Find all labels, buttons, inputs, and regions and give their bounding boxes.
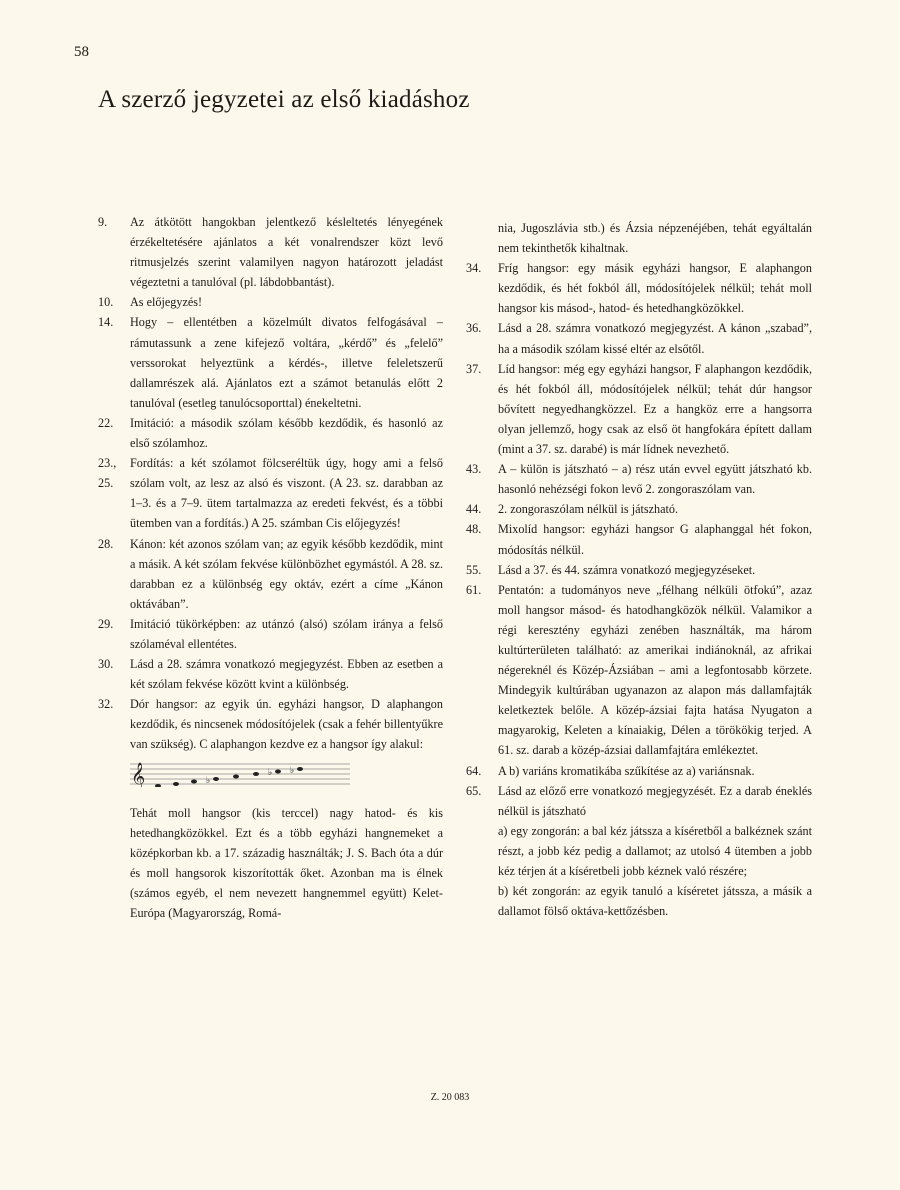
note-number: 64. <box>466 763 482 778</box>
left-column <box>98 212 443 923</box>
note-continuation: nia, Jugoszlávia stb.) és Ázsia népzenéjében, tehát egyáltalán nem tekinthetők kihaltnak. <box>498 221 812 256</box>
treble-clef-icon: 𝄞 <box>131 761 146 787</box>
note-text: Kánon: két azonos szólam van; az egyik később kezdődik, mint a másik. A két szólam fekvése különbözhet egymástól. A 28. sz. darabban ez a különbség egy oktáv, ezért a címe „Kánon oktávában”. <box>130 536 443 611</box>
note-continuation: Tehát moll hangsor (kis terccel) nagy hatod- és kis hetedhangközökkel. Ezt és a több egyházi hangnemeket a középkorban kb. a 17. századig használták; J. S. Bach óta a dúr és moll hangsorok kiszorították őket. Azonban ma is élnek (számos egyéb, el nem nevezett hangnemmel együtt) Kelet-Európa (Magyarország, Romá- <box>130 805 443 921</box>
note <box>466 359 812 459</box>
note-number: 22. <box>98 415 114 430</box>
note-number: 30. <box>98 657 114 672</box>
note-text: Imitáció tükörképben: az utánzó (alsó) szólam iránya a felső szólaméval ellentétes. <box>130 616 443 651</box>
note <box>466 258 812 318</box>
note-text: Lásd a 37. és 44. számra vonatkozó megjegyzéseket. <box>498 562 756 577</box>
note-text: Hogy – ellentétben a közelmúlt divatos felfogásával – rámutassunk a zene kifejező voltára, „kérdő” és „felelő” verssorokat helyeztünk a kérdés-, illetve feleletszerű dallamrészek alá. Ajánlatos ezt a számot betanulás előtt 2 tanulóval (esetleg tanulócsoporttal) énekeltetni. <box>130 315 443 410</box>
note <box>466 318 812 358</box>
note-text: 2. zongoraszólam nélkül is játszható. <box>498 502 679 517</box>
page-title: A szerző jegyzetei az első kiadáshoz <box>98 86 470 113</box>
note-text: Dór hangsor: az egyik ún. egyházi hangsor, D alaphangon kezdődik, és nincsenek módosítójelek (csak a fehér billentyűkre van szükség). C alaphangon kezdve ez a hangsor így alakul: <box>130 697 443 752</box>
note-text: A – külön is játszható – a) rész után evvel együtt játszható kb. hasonló nehézségi fokon levő 2. zongoraszólam van. <box>498 462 812 497</box>
note-number: 10. <box>98 295 114 310</box>
page-footer: Z. 20 083 <box>430 1092 470 1103</box>
note-text: Imitáció: a második szólam később kezdődik, és hasonló az első szólamhoz. <box>130 415 443 451</box>
note-text: Lásd az előző erre vonatkozó megjegyzését. Ez a darab éneklés nélkül is játszható <box>498 783 812 818</box>
note-number: 55. <box>466 562 482 577</box>
note <box>98 694 443 754</box>
note-text: A b) variáns kromatikába szűkítése az a) variánsnak. <box>498 763 755 778</box>
svg-text:♭: ♭ <box>206 774 211 785</box>
note-number: 36. <box>466 321 482 336</box>
note-text: Mixolíd hangsor: egyházi hangsor G alaphanggal hét fokon, módosítás nélkül. <box>498 522 812 557</box>
note-text: Az átkötött hangokban jelentkező késleltetés lényegének érzékeltetésére ajánlatos a két vonalrendszer közt levő ritmusjelzés szerint valamilyen nagyon határozott jeladást végeztetni a tanulóval (pl. lábdobbantást). <box>130 215 443 290</box>
note-number: 37. <box>466 361 482 376</box>
note-text: Fordítás: a két szólamot fölcseréltük úgy, hogy ami a felső szólam volt, az lesz az alsó és viszont. (A 23. sz. darabban az 1–3. és a 7–9. ütem tartalmazza az eredeti fekvést, és a többi ütemben van a fordítás.) A 25. számban Cis előjegyzés! <box>130 456 443 531</box>
note-number: 48. <box>466 522 482 537</box>
note <box>98 212 443 292</box>
note-number: 14. <box>98 315 114 330</box>
note <box>98 292 443 312</box>
note-number: 28. <box>98 536 114 551</box>
right-column <box>466 218 812 921</box>
note-text: As előjegyzés! <box>130 295 203 310</box>
note-number: 9. <box>98 215 108 229</box>
note <box>98 453 443 533</box>
note-number: 61. <box>466 582 482 597</box>
note-number: 29. <box>98 616 114 631</box>
note-number: 44. <box>466 502 482 517</box>
note <box>466 519 812 559</box>
note <box>98 312 443 412</box>
note <box>466 761 812 781</box>
music-staff-example <box>130 761 350 787</box>
sub-note: b) két zongorán: az egyik tanuló a kíséretet játssza, a másik a dallamot fölső oktáva-kettőzésben. <box>498 884 812 919</box>
note-text: Fríg hangsor: egy másik egyházi hangsor, E alaphangon kezdődik, és hét fokból áll, módosítójelek nélkül; tehát moll hangsor kis másod-, hatod- és hetedhangközökkel. <box>498 261 812 316</box>
sub-note: a) egy zongorán: a bal kéz játssza a kíséretből a balkéznek szánt részt, a jobb kéz pedig a dallamot; az utolsó 4 ütemben a jobb kéz térjen át a kíséretbeli jobb kéznek való részére; <box>498 823 812 878</box>
note-number: 23., 25. <box>98 456 117 491</box>
note <box>466 459 812 499</box>
note-text: Lásd a 28. számra vonatkozó megjegyzést. Ebben az esetben a két szólam fekvése között kvint a különbség. <box>130 657 443 692</box>
note-text: Lásd a 28. számra vonatkozó megjegyzést. A kánon „szabad”, ha a második szólam kissé eltér az elsőtől. <box>498 321 812 356</box>
note-number: 34. <box>466 261 482 276</box>
note <box>466 781 812 821</box>
note-text: Pentatón: a tudományos neve „félhang nélküli ötfokú”, azaz moll hangsor másod- és hatodhangközök nélkül. Valamikor a régi keresztény egyházi zenében használták, ma három kultúrterületen található: az amerikai indiánoknál, az afrikai négereknél és Közép-Ázsiában – ami a legfontosabb körzete. Mindegyik kultúrában ugyanazon az alapon más dallamfajták keletkeztek belőle. A közép-ázsiai fajta hatása Nyugaton a magyarokig, Keleten a kínaiakig, Délen a törökökig terjed. A 61. sz. darab a közép-ázsiai dallamfajtára emlékeztet. <box>498 582 812 758</box>
note <box>98 413 443 453</box>
svg-text:♭: ♭ <box>290 764 295 775</box>
note <box>466 560 812 580</box>
note <box>98 654 443 694</box>
svg-text:♭: ♭ <box>268 766 273 777</box>
note-number: 65. <box>466 783 482 798</box>
note <box>98 534 443 614</box>
note <box>466 499 812 519</box>
note <box>98 614 443 654</box>
note-text: Líd hangsor: még egy egyházi hangsor, F alaphangon kezdődik, és hét fokból áll, módosítójelek nélkül; tehát dúr hangsor bővített negyedhangközzel. Ez a hangköz erre a hangsorra olyan jellemző, hogy csak az első öt hangfokára épített dallam (mint a 37. sz. darabé) is már lídnek nevezhető. <box>498 361 812 457</box>
note <box>466 580 812 761</box>
note-number: 43. <box>466 462 482 477</box>
note-number: 32. <box>98 697 114 712</box>
page-number: 58 <box>74 44 89 60</box>
